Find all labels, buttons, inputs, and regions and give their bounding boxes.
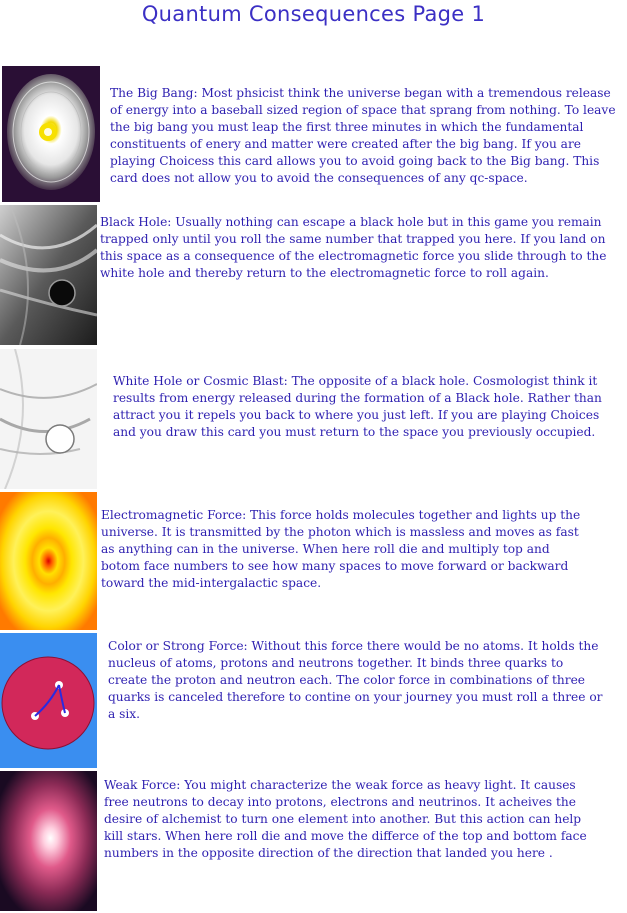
page-title: Quantum Consequences Page 1 — [141, 2, 486, 26]
strong-force-text: Color or Strong Force: Without this force there would be no atoms. It holds the nucleus of atoms, protons and neutrons together. It binds three quarks to create the proton and neutron each. The color force in combinations of three quarks is canceled therefore to contine on your journey you must roll a three or a six. — [108, 639, 603, 721]
big-bang-text: The Big Bang: Most phsicist think the universe began with a tremendous release of energy into a baseball sized region of space that sprang from nothing. To leave the big bang you must leap the first three minutes in which the fundamental constituents of enery and matter were created after the big bang. If you are playing Choicess this card allows you to avoid going back to the Big bang. This card does not allow you to avoid the consequences of any qc-space. — [110, 86, 616, 185]
black-hole-text: Black Hole: Usually nothing can escape a black hole but in this game you remain trapped only until you roll the same number that trapped you here. If you land on this space as a consequence of the electromagnetic force you slide through to the white hole and thereby return to the electromagnetic force to roll again. — [100, 215, 607, 280]
big-bang-image — [2, 66, 100, 202]
electromagnetic-force-image — [0, 492, 97, 630]
electromagnetic-force-text: Electromagnetic Force: This force holds molecules together and lights up the universe. It is transmitted by the photon which is massless and moves as fast as anything can in the universe. When here roll die and multiply top and botom face numbers to see how many spaces to move forward or backward toward the mid-intergalactic space. — [101, 508, 581, 590]
white-hole-text: White Hole or Cosmic Blast: The opposite of a black hole. Cosmologist think it results from energy released during the formation of a Black hole. Rather than attract you it repels you back to where you just left. If you are playing Choices and you draw this card you must return to the space you previously occupied. — [113, 374, 602, 439]
white-hole-image — [0, 349, 97, 489]
strong-force-image — [0, 633, 97, 768]
black-hole-image — [0, 205, 97, 345]
weak-force-image — [0, 771, 97, 911]
weak-force-text: Weak Force: You might characterize the weak force as heavy light. It causes free neutrons to decay into protons, electrons and neutrinos. It acheives the desire of alchemist to turn one element into another. But this action can help kill stars. When here roll die and move the differce of the top and bottom face numbers in the opposite direction of the direction that landed you here . — [104, 778, 587, 860]
